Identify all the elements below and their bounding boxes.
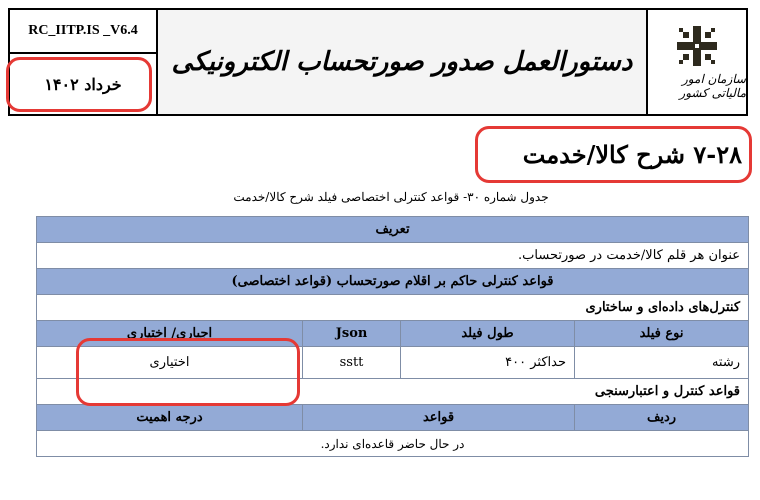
validation-columns-row — [37, 405, 749, 431]
rules-table — [36, 216, 749, 457]
value-mandatory-optional: اختیاری — [37, 347, 303, 379]
tax-organization-emblem-icon — [675, 24, 719, 68]
value-field-length: حداکثر ۴۰۰ — [401, 347, 575, 379]
organization-logo — [648, 10, 746, 114]
field-values-row — [37, 347, 749, 379]
rules-header-row — [37, 269, 749, 295]
validation-note-row — [37, 431, 749, 457]
header-title-cell — [158, 10, 648, 114]
rules-header: قواعد کنترلی حاکم بر اقلام صورتحساب (قواعد اختصاصی) — [37, 269, 749, 295]
definition-header: تعریف — [37, 217, 749, 243]
field-columns-row — [37, 321, 749, 347]
column-rules: قواعد — [303, 405, 575, 431]
definition-text: عنوان هر قلم کالا/خدمت در صورتحساب. — [37, 243, 749, 269]
data-controls-header: کنترل‌های داده‌ای و ساختاری — [37, 295, 749, 321]
value-json: sstt — [303, 347, 401, 379]
organization-name: سازمان امور مالیاتی کشور — [679, 72, 746, 100]
column-json: Json — [303, 321, 401, 347]
column-mandatory-optional: اجباری/ اختیاری — [37, 321, 303, 347]
document-date: خرداد ۱۴۰۲ — [44, 74, 122, 94]
definition-header-row — [37, 217, 749, 243]
validation-header-row — [37, 379, 749, 405]
value-field-type: رشته — [575, 347, 749, 379]
column-field-type: نوع فیلد — [575, 321, 749, 347]
section-title: ۷-۲۸ شرح کالا/خدمت — [522, 140, 742, 169]
document-title: دستورالعمل صدور صورتحساب الکترونیکی — [171, 47, 633, 77]
definition-row — [37, 243, 749, 269]
header-meta — [10, 10, 158, 114]
data-controls-row — [37, 295, 749, 321]
validation-note: در حال حاضر قاعده‌ای ندارد. — [37, 431, 749, 457]
table-caption: جدول شماره ۳۰- قواعد کنترلی اختصاصی فیلد شرح کالا/خدمت — [233, 190, 549, 204]
column-importance: درجه اهمیت — [37, 405, 303, 431]
document-version: RC_IITP.IS _V6.4 — [10, 10, 156, 54]
column-field-length: طول فیلد — [401, 321, 575, 347]
document-header — [8, 8, 748, 116]
column-row-number: ردیف — [575, 405, 749, 431]
validation-header: قواعد کنترل و اعتبارسنجی — [37, 379, 749, 405]
